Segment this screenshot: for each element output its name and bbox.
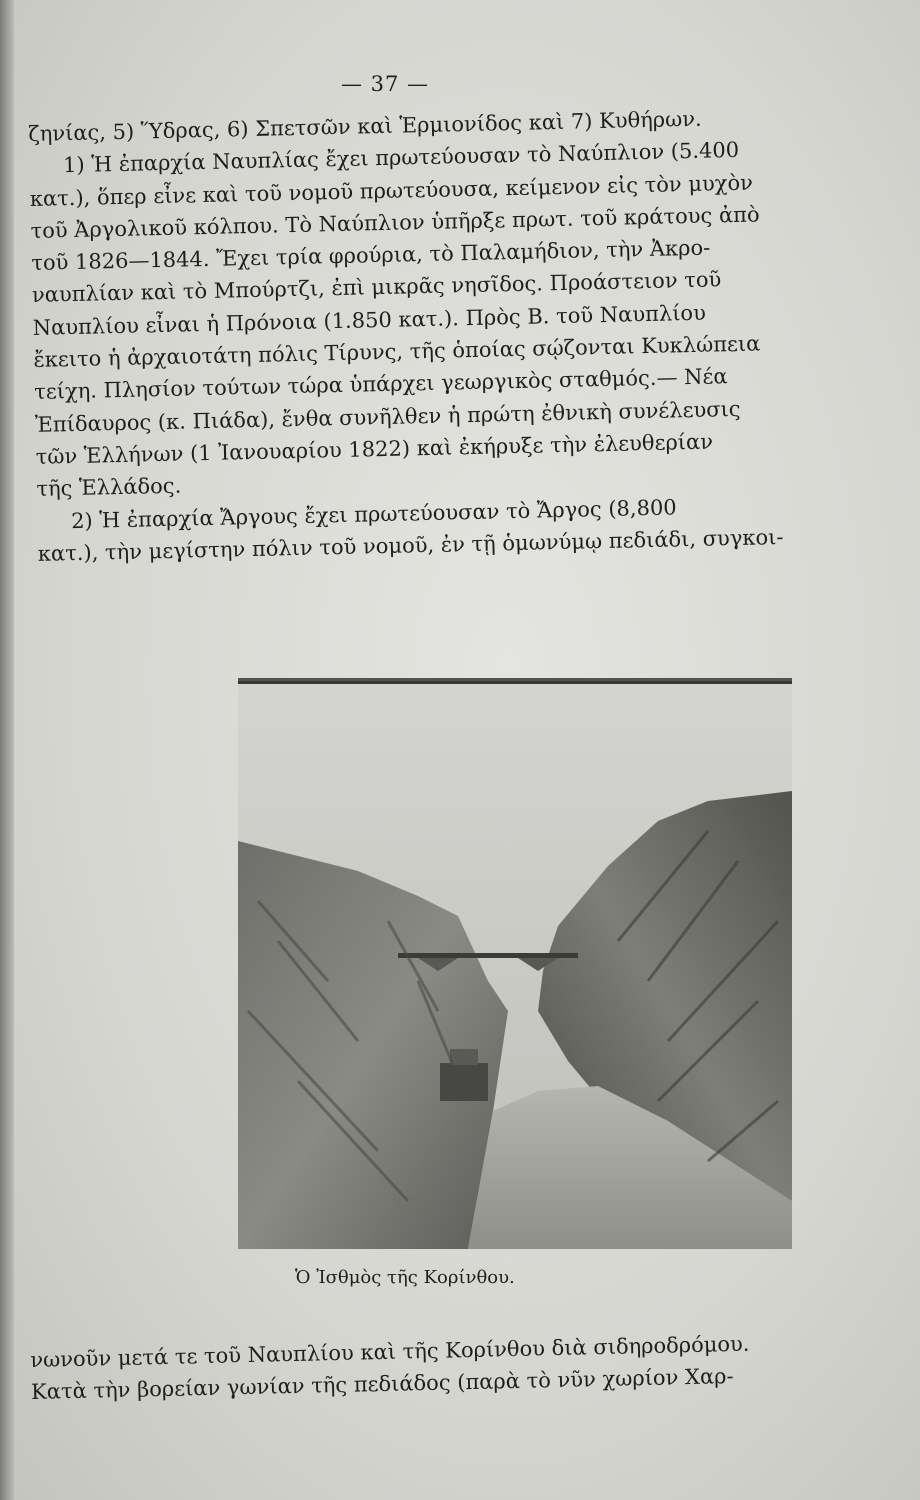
text-line: τοῦ Ἀργολικοῦ κόλπου. Τὸ Ναύπλιον ὑπῆρξε πρωτ. τοῦ κράτους ἀπὸ [30, 202, 760, 243]
text-line: Κατὰ τὴν βορείαν γωνίαν τῆς πεδιάδος (παρὰ τὸ νῦν χωρίον Χαρ- [30, 1364, 734, 1405]
main-text [28, 100, 818, 570]
bottom-text [30, 1326, 811, 1408]
text-line: ἔκειτο ἡ ἀρχαιοτάτη πόλις Τίρυνς, τῆς ὁποίας σῴζονται Κυκλώπεια [33, 331, 761, 373]
text-line: ζηνίας, 5) Ὕδρας, 6) Σπετσῶν καὶ Ἑρμιονίδος καὶ 7) Κυθήρων. [28, 106, 702, 146]
corinth-canal-photo [238, 678, 792, 1249]
text-line: 1) Ἡ ἐπαρχία Ναυπλίας ἔχει πρωτεύουσαν τὸ Ναύπλιον (5.400 [62, 138, 740, 178]
text-line: Ἐπίδαυρος (κ. Πιάδα), ἔνθα συνῆλθεν ἡ πρώτη ἐθνικὴ συνέλευσις [34, 396, 741, 437]
text-line: τοῦ 1826—1844. Ἔχει τρία φρούρια, τὸ Παλαμήδιον, τὴν Ἀκρο- [31, 235, 711, 276]
text-line: τείχη. Πλησίον τούτων τώρα ὑπάρχει γεωργικὸς σταθμός.— Νέα [33, 364, 728, 405]
text-line: τῶν Ἑλλήνων (1 Ἰανουαρίου 1822) καὶ ἐκήρυξε τὴν ἐλευθερίαν [35, 429, 714, 469]
text-line: Ναυπλίου εἶναι ἡ Πρόνοια (1.850 κατ.). Πρὸς Β. τοῦ Ναυπλίου [32, 300, 707, 340]
text-line: τῆς Ἑλλάδος. [36, 473, 182, 502]
text-line: κατ.), ὅπερ εἶνε καὶ τοῦ νομοῦ πρωτεύουσα, κείμενον εἰς τὸν μυχὸν [29, 170, 754, 211]
page-number: — 37 — [340, 72, 430, 96]
text-line: νωνοῦν μετά τε τοῦ Ναυπλίου καὶ τῆς Κορίνθου διὰ σιδηροδρόμου. [30, 1331, 750, 1372]
photo-caption: Ὁ Ἰσθμὸς τῆς Κορίνθου. [295, 1267, 515, 1288]
page-gutter [0, 0, 14, 1500]
text-line: ναυπλίαν καὶ τὸ Μπούρτζι, ἐπὶ μικρᾶς νησῖδος. Προάστειον τοῦ [31, 267, 722, 308]
text-line: κατ.), τὴν μεγίστην πόλιν τοῦ νομοῦ, ἐν τῇ ὁμωνύμῳ πεδιάδι, συγκοι- [37, 524, 784, 566]
text-line: 2) Ἡ ἐπαρχία Ἄργους ἔχει πρωτεύουσαν τὸ Ἄργος (8,800 [70, 494, 677, 533]
